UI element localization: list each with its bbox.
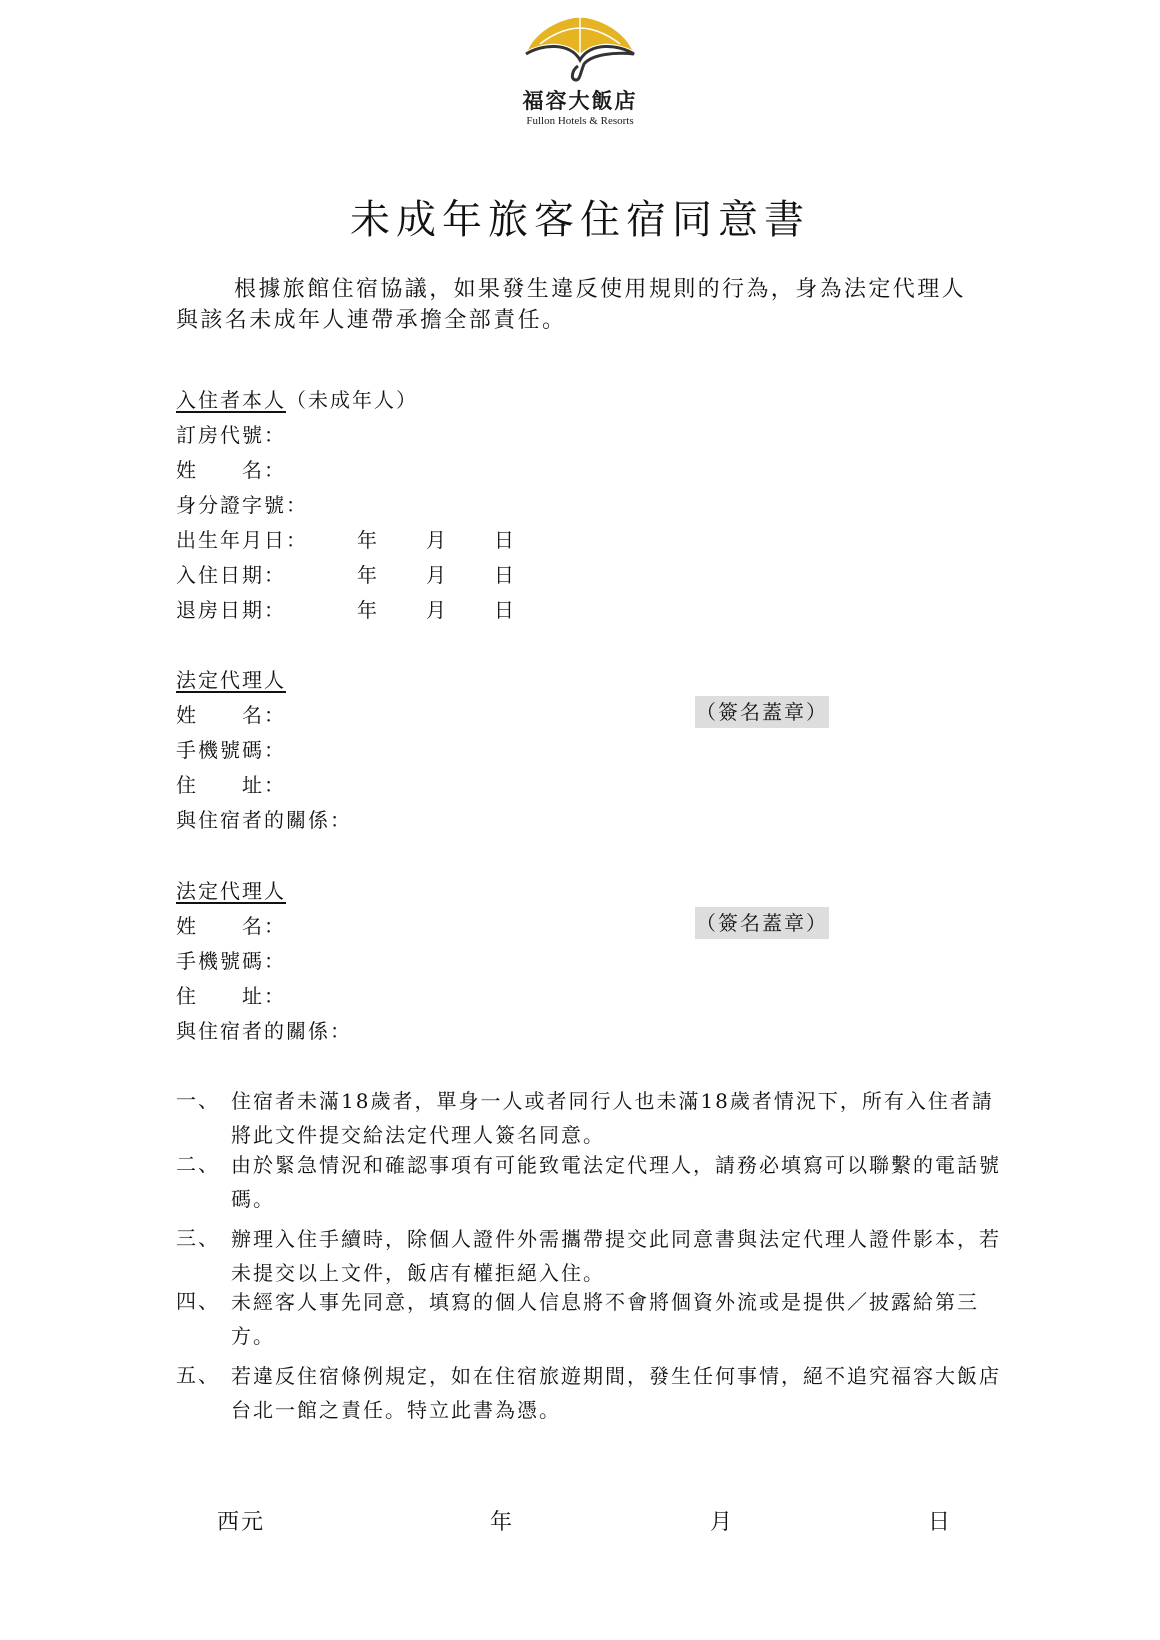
birth-date-field: 出生年月日： — [176, 528, 308, 552]
checkout-month-label: 月 — [426, 598, 446, 622]
brand-name-cn: 福容大飯店 — [522, 89, 638, 113]
guardian2-name-field: 姓 名： — [176, 914, 286, 938]
guardian2-signature-box: （簽名蓋章） — [695, 907, 829, 939]
guest-name-field: 姓 名： — [176, 458, 286, 482]
note-text: 由於緊急情況和確認事項有可能致電法定代理人，請務必填寫可以聯繫的電話號碼。 — [231, 1153, 1001, 1211]
note-item-5 — [176, 1359, 1006, 1427]
footer-year-label: 年 — [490, 1510, 515, 1535]
checkin-date-field: 入住日期： — [176, 563, 286, 587]
note-number: 一、 — [176, 1088, 220, 1112]
footer-month-label: 月 — [710, 1510, 735, 1535]
footer-day-label: 日 — [928, 1510, 953, 1535]
birth-day-label: 日 — [494, 528, 514, 552]
checkout-year-label: 年 — [357, 598, 377, 622]
footer-era-label: 西元 — [217, 1510, 266, 1535]
birth-year-label: 年 — [357, 528, 377, 552]
note-item-4 — [176, 1285, 1006, 1353]
guardian2-address-field: 住 址： — [176, 984, 286, 1008]
birth-month-label: 月 — [426, 528, 446, 552]
note-text: 住宿者未滿18歲者，單身一人或者同行人也未滿18歲者情況下，所有入住者請將此文件提交給法定代理人簽名同意。 — [231, 1089, 994, 1147]
brand-name-en: Fullon Hotels & Resorts — [526, 115, 634, 127]
leaf-logo-icon — [520, 14, 640, 84]
note-number: 四、 — [176, 1289, 220, 1313]
guardian1-address-field: 住 址： — [176, 773, 286, 797]
note-text: 未經客人事先同意，填寫的個人信息將不會將個資外流或是提供／披露給第三方。 — [231, 1290, 979, 1348]
checkout-day-label: 日 — [494, 598, 514, 622]
note-item-2 — [176, 1148, 1006, 1216]
intro-paragraph: 根據旅館住宿協議，如果發生違反使用規則的行為，身為法定代理人與該名未成年人連帶承擔全部責任。 — [176, 277, 967, 333]
note-number: 五、 — [176, 1363, 220, 1387]
checkin-month-label: 月 — [426, 563, 446, 587]
guardian2-heading: 法定代理人 — [176, 879, 286, 903]
guest-id-field: 身分證字號： — [176, 493, 308, 517]
guardian2-relation-field: 與住宿者的關係： — [176, 1019, 352, 1043]
checkin-day-label: 日 — [494, 563, 514, 587]
note-number: 二、 — [176, 1152, 220, 1176]
note-item-3 — [176, 1222, 1006, 1290]
checkout-date-field: 退房日期： — [176, 598, 286, 622]
guardian1-relation-field: 與住宿者的關係： — [176, 808, 352, 832]
guardian1-heading: 法定代理人 — [176, 668, 286, 692]
checkin-year-label: 年 — [357, 563, 377, 587]
note-item-1 — [176, 1084, 1006, 1152]
note-text: 若違反住宿條例規定，如在住宿旅遊期間，發生任何事情，絕不追究福容大飯店台北一館之責任。特立此書為憑。 — [231, 1364, 1001, 1422]
guardian1-phone-field: 手機號碼： — [176, 738, 286, 762]
note-number: 三、 — [176, 1226, 220, 1250]
guardian1-signature-box: （簽名蓋章） — [695, 696, 829, 728]
booking-code-field: 訂房代號： — [176, 423, 286, 447]
guest-heading-label: 入住者本人 — [176, 388, 286, 412]
document-title: 未成年旅客住宿同意書 — [350, 197, 810, 243]
guardian2-phone-field: 手機號碼： — [176, 949, 286, 973]
guest-heading-note: （未成年人） — [286, 388, 418, 412]
guardian1-name-field: 姓 名： — [176, 703, 286, 727]
hotel-logo — [0, 14, 1160, 127]
note-text: 辦理入住手續時，除個人證件外需攜帶提交此同意書與法定代理人證件影本，若未提交以上文件，飯店有權拒絕入住。 — [231, 1227, 1001, 1285]
guest-heading — [176, 384, 418, 413]
